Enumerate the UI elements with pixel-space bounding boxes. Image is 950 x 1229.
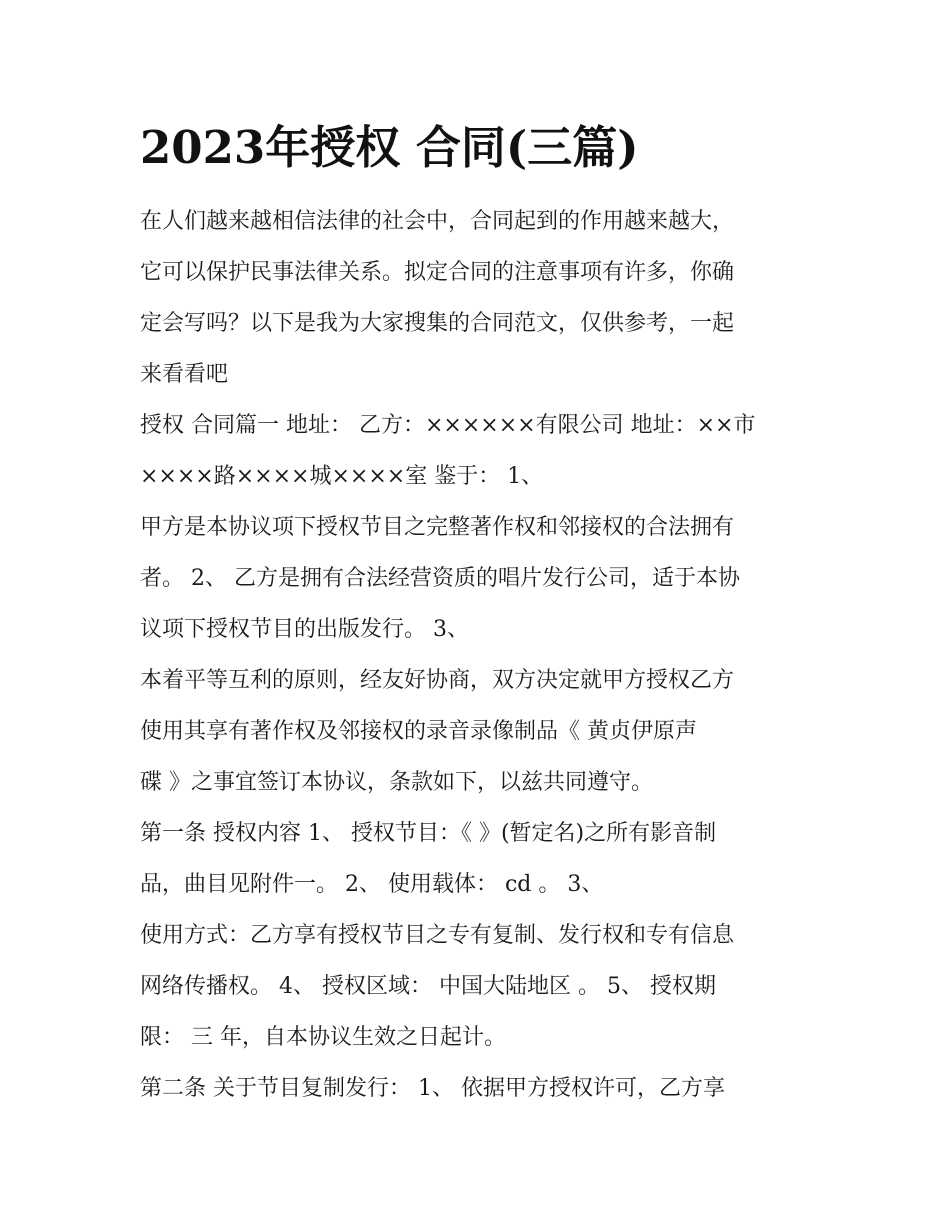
document-title: 2023年授权 合同(三篇)	[140, 121, 639, 174]
body-line: 来看看吧	[140, 362, 229, 387]
body-line: 授权 合同篇一 地址： 乙方：××××××有限公司 地址：××市	[140, 413, 756, 438]
body-line: 第二条 关于节目复制发行： 1、 依据甲方授权许可，乙方享	[140, 1076, 725, 1101]
body-line: 使用其享有著作权及邻接权的录音录像制品《 黄贞伊原声	[140, 719, 697, 744]
body-line: 第一条 授权内容 1、 授权节目：《 》(暂定名)之所有影音制	[140, 821, 717, 846]
body-line: 者。 2、 乙方是拥有合法经营资质的唱片发行公司，适于本协	[140, 566, 740, 591]
body-line: 甲方是本协议项下授权节目之完整著作权和邻接权的合法拥有	[140, 515, 735, 540]
body-line: 限： 三 年，自本协议生效之日起计。	[140, 1025, 506, 1050]
body-line: 网络传播权。 4、 授权区域： 中国大陆地区 。 5、 授权期	[140, 974, 716, 999]
body-line: 碟 》之事宜签订本协议，条款如下，以兹共同遵守。	[140, 770, 653, 795]
body-line: ××××路××××城××××室 鉴于： 1、	[140, 464, 544, 489]
body-line: 本着平等互利的原则，经友好协商，双方决定就甲方授权乙方	[140, 668, 735, 693]
document-body	[140, 196, 830, 1114]
body-line: 它可以保护民事法律关系。拟定合同的注意事项有许多，你确	[140, 260, 735, 285]
body-line: 品，曲目见附件一。 2、 使用载体： cd 。 3、	[140, 872, 604, 897]
body-line: 使用方式：乙方享有授权节目之专有复制、发行权和专有信息	[140, 923, 735, 948]
body-line: 定会写吗？以下是我为大家搜集的合同范文，仅供参考，一起	[140, 311, 735, 336]
body-line: 议项下授权节目的出版发行。 3、	[140, 617, 469, 642]
body-line: 在人们越来越相信法律的社会中，合同起到的作用越来越大，	[140, 209, 735, 234]
